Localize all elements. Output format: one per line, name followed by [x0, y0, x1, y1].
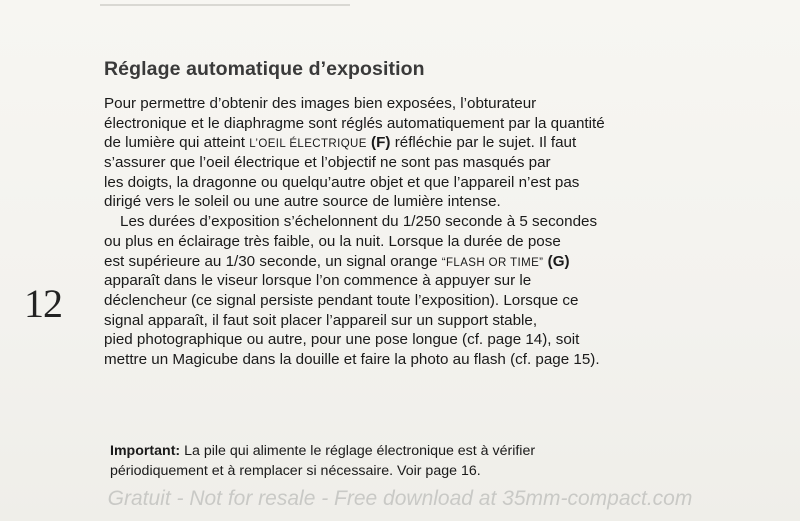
paragraph-1-line: électronique et le diaphragme sont réglés automatiquement par la quantité: [104, 114, 605, 132]
paragraph-2-line: Les durées d’exposition s’échelonnent du 1/250 seconde à 5 secondes: [120, 213, 598, 231]
paragraph-2-line: ou plus en éclairage très faible, ou la nuit. Lorsque la durée de pose: [104, 232, 561, 250]
paragraph-1-line: les doigts, la dragonne ou quelqu’autre objet et que l’appareil n’est pas: [104, 173, 580, 191]
important-line: périodiquement et à remplacer si nécessaire. Voir page 16.: [110, 462, 481, 479]
paragraph-2-line: pied photographique ou autre, pour une pose longue (cf. page 14), soit: [104, 331, 580, 349]
paragraph-1-line: Pour permettre d’obtenir des images bien exposées, l’obturateur: [104, 95, 537, 112]
paragraph-2-line: mettre un Magicube dans la douille et faire la photo au flash (cf. page 15).: [104, 350, 600, 368]
electric-eye-term: L’OEIL ÉLECTRIQUE: [249, 138, 367, 151]
paragraph-1-line: s’assurer que l’oeil électrique et l’objectif ne sont pas masqués par: [104, 154, 551, 172]
watermark: Gratuit - Not for resale - Free download at 35mm-compact.com: [107, 487, 693, 510]
text-fragment: de lumière qui atteint: [104, 134, 245, 152]
page-number: 12: [24, 281, 62, 326]
text-fragment: est supérieure au 1/30 seconde, un signal orange: [104, 252, 438, 270]
important-label: Important:: [110, 443, 181, 459]
paragraph-2-line: signal apparaît, il faut soit placer l’appareil sur un support stable,: [104, 311, 538, 329]
section-heading: Réglage automatique d’exposition: [104, 58, 425, 80]
paragraph-2-line: apparaît dans le viseur lorsque l’on commence à appuyer sur le: [104, 272, 532, 290]
important-note: [110, 442, 750, 481]
paragraph-2-line: [104, 252, 754, 272]
paragraph-1-line: dirigé vers le soleil ou une autre source de lumière intense.: [104, 193, 501, 211]
reference-letter-f: (F): [371, 134, 391, 152]
text-fragment: réfléchie par le sujet. Il faut: [394, 134, 577, 152]
reference-letter-g: (G): [547, 252, 570, 270]
text-fragment: La pile qui alimente le réglage électronique est à vérifier: [184, 443, 536, 459]
top-edge-rule: [100, 4, 350, 6]
body-text: [104, 94, 754, 370]
important-line: [110, 442, 750, 462]
flash-or-time-term: “FLASH OR TIME”: [441, 256, 544, 269]
paragraph-2-line: déclencheur (ce signal persiste pendant toute l’exposition). Lorsque ce: [104, 291, 579, 309]
paragraph-1-line: [104, 133, 754, 153]
